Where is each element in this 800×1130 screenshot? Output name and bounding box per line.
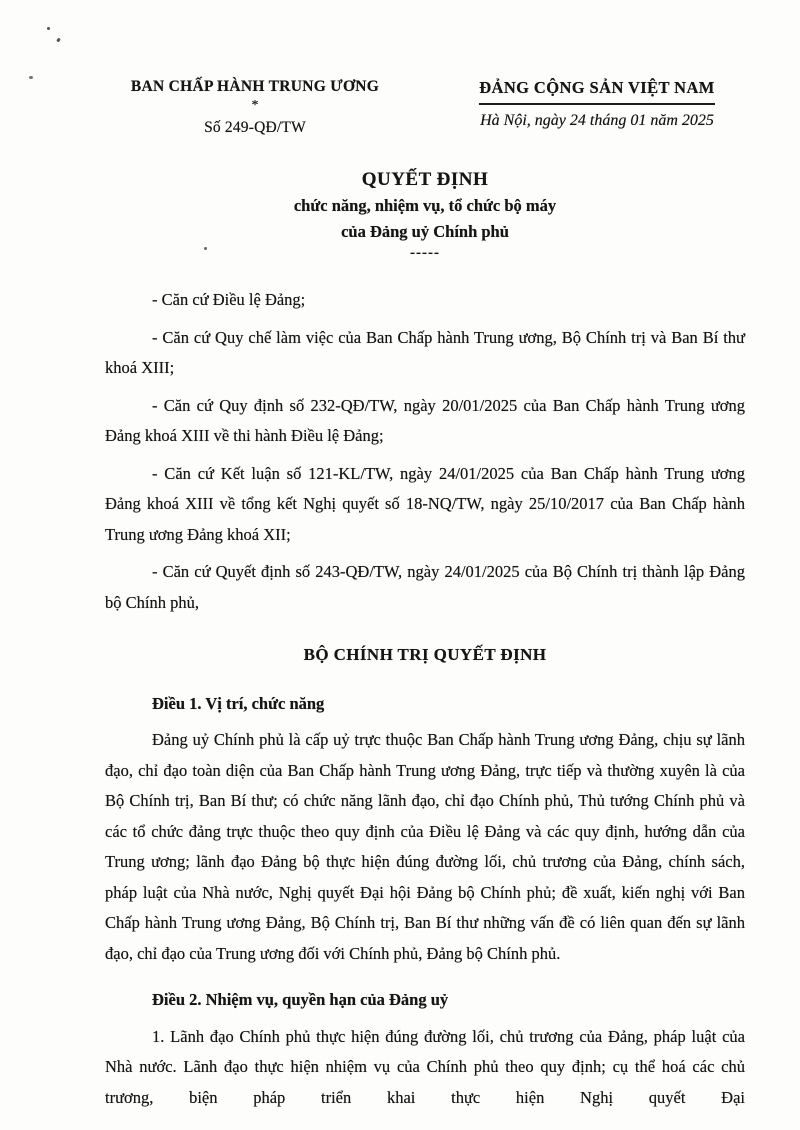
document-subject-line-2: của Đảng uỷ Chính phủ	[341, 222, 509, 241]
scan-artifact-dot	[47, 27, 50, 30]
scan-artifact-dot	[204, 247, 207, 250]
preamble-clause: - Căn cứ Điều lệ Đảng;	[152, 290, 306, 309]
document-body	[105, 285, 745, 1113]
national-motto-block	[439, 78, 755, 137]
decision-heading: BỘ CHÍNH TRỊ QUYẾT ĐỊNH	[303, 645, 547, 664]
party-motto: ĐẢNG CỘNG SẢN VIỆT NAM	[479, 78, 715, 105]
preamble-clause: - Căn cứ Kết luận số 121-KL/TW, ngày 24/01/2025 của Ban Chấp hành Trung ương Đảng khoá XIII về tổng kết Nghị quyết số 18-NQ/TW, ngày 25/10/2017 của Ban Chấp hành Trung ương Đảng khoá XII;	[105, 463, 745, 544]
article-2-body-truncated: 1. Lãnh đạo Chính phủ thực hiện đúng đường lối, chủ trương của Đảng, pháp luật của Nhà nước. Lãnh đạo thực hiện nhiệm vụ của Chính phủ theo quy định; cụ thể hoá các chủ trương, biện pháp triển khai thực hiện Nghị quyết Đại	[105, 1026, 745, 1107]
issuing-authority-block	[90, 78, 420, 137]
issuing-authority: BAN CHẤP HÀNH TRUNG ƯƠNG	[130, 78, 380, 95]
article-1-body: Đảng uỷ Chính phủ là cấp uỷ trực thuộc Ban Chấp hành Trung ương Đảng, chịu sự lãnh đạo, chỉ đạo toàn diện của Ban Chấp hành Trung ương Đảng, trực tiếp và thường xuyên là của Bộ Chính trị, Ban Bí thư; có chức năng lãnh đạo, chỉ đạo Chính phủ, Thủ tướng Chính phủ và các tổ chức đảng trực thuộc theo quy định của Điều lệ Đảng và các quy định, hướng dẫn của Trung ương; lãnh đạo Đảng bộ thực hiện đúng đường lối, chủ trương của Đảng, chính sách, pháp luật của Nhà nước, Nghị quyết Đại hội Đảng bộ Chính phủ; đề xuất, kiến nghị với Ban Chấp hành Trung ương Đảng, Bộ Chính trị, Ban Bí thư những vấn đề có liên quan đến sự lãnh đạo, chỉ đạo của Trung ương đối với Chính phủ, Đảng bộ Chính phủ.	[105, 730, 745, 963]
article-2-heading: Điều 2. Nhiệm vụ, quyền hạn của Đảng uỷ	[152, 990, 449, 1009]
preamble-clause: - Căn cứ Quyết định số 243-QĐ/TW, ngày 24/01/2025 của Bộ Chính trị thành lập Đảng bộ Chính phủ,	[105, 562, 745, 612]
scan-artifact-dot	[29, 76, 33, 79]
header-star-separator: *	[251, 98, 259, 113]
preamble-clause: - Căn cứ Quy chế làm việc của Ban Chấp hành Trung ương, Bộ Chính trị và Ban Bí thư khoá XIII;	[105, 327, 745, 377]
preamble-clause: - Căn cứ Quy định số 232-QĐ/TW, ngày 20/01/2025 của Ban Chấp hành Trung ương Đảng khoá XIII về thi hành Điều lệ Đảng;	[105, 395, 745, 445]
document-type-title: QUYẾT ĐỊNH	[361, 169, 489, 190]
document-header	[0, 0, 800, 137]
title-divider-dashes: -----	[410, 245, 440, 261]
document-number: Số 249-QĐ/TW	[204, 119, 306, 136]
article-1-heading: Điều 1. Vị trí, chức năng	[152, 693, 325, 713]
document-subject-line-1: chức năng, nhiệm vụ, tổ chức bộ máy	[293, 196, 557, 215]
document-title-block	[105, 167, 745, 261]
place-and-date: Hà Nội, ngày 24 tháng 01 năm 2025	[480, 112, 714, 129]
